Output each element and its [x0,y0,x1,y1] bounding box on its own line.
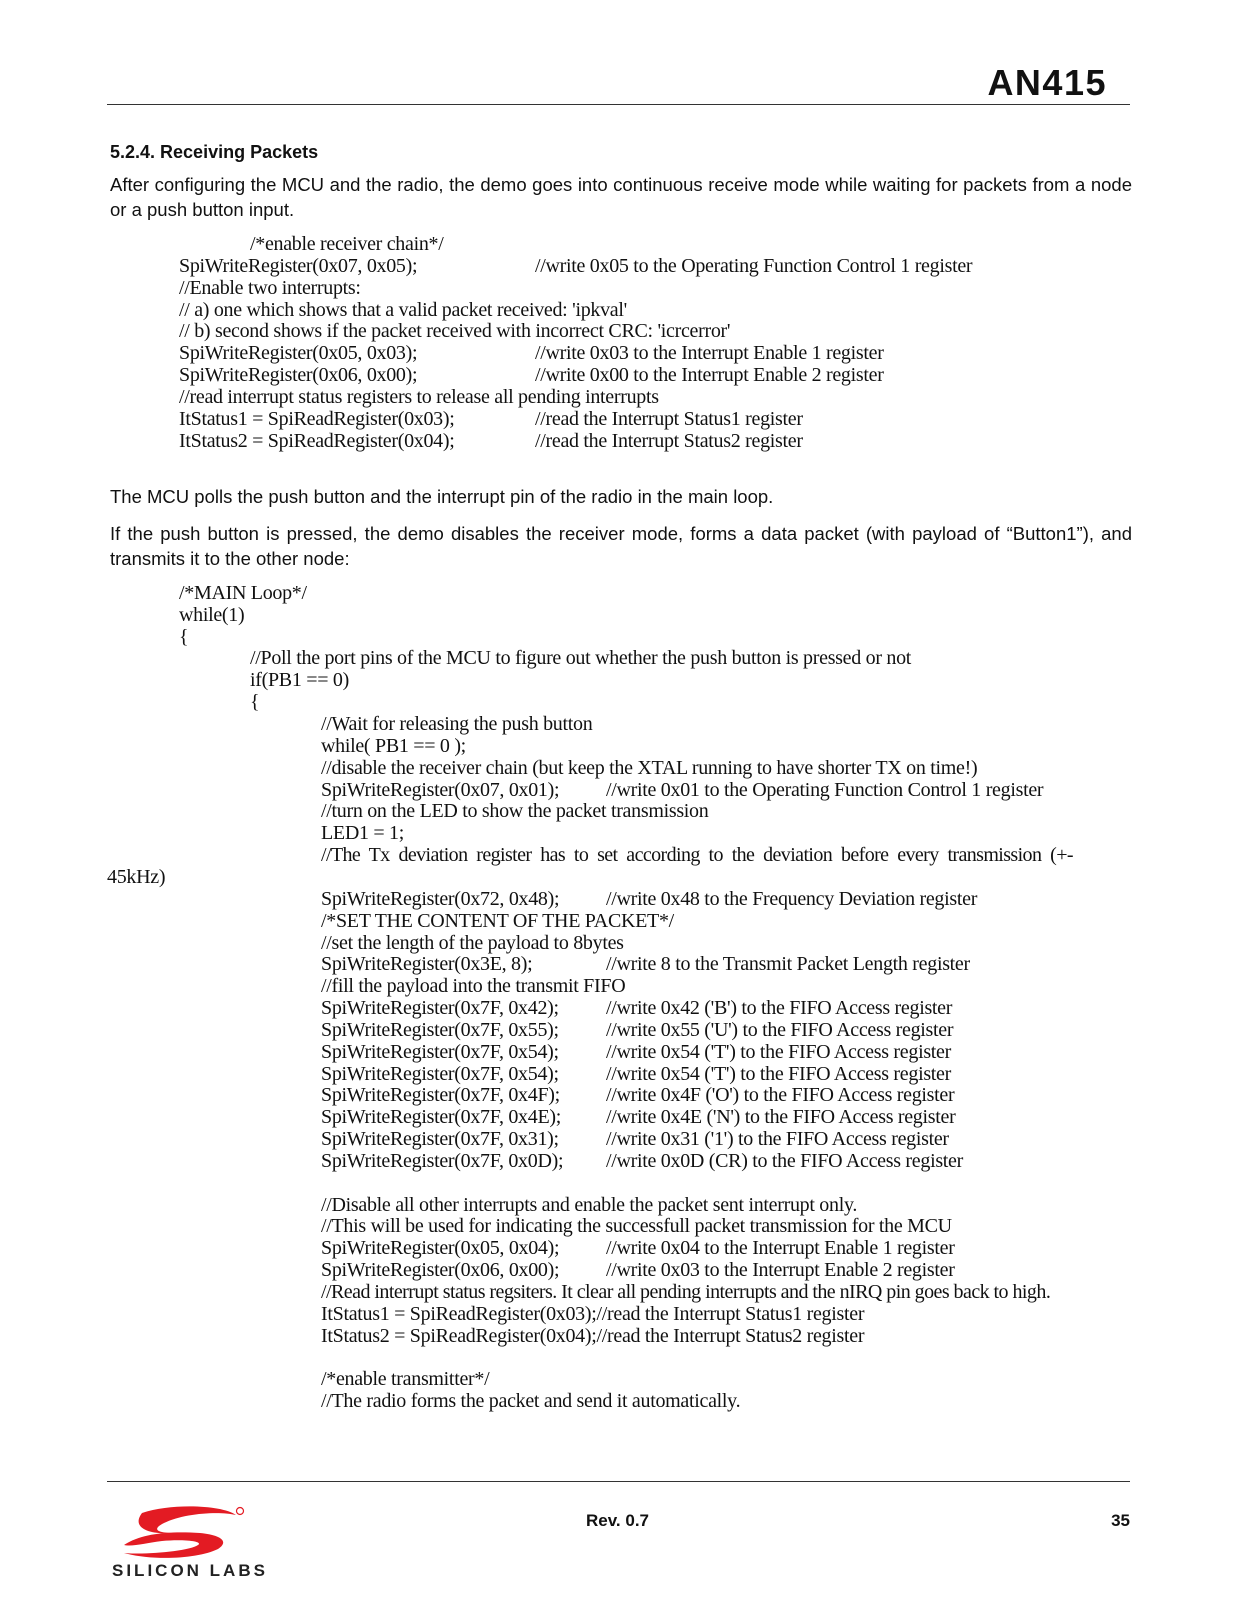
code-line: // b) second shows if the packet received with incorrect CRC: 'icrcerror' [179,320,731,342]
body-paragraph: The MCU polls the push button and the interrupt pin of the radio in the main loop. [110,486,774,507]
code-line: //Wait for releasing the push button [321,713,593,735]
code-line: SpiWriteRegister(0x05, 0x04); [321,1237,560,1259]
body-paragraph: If the push button is pressed, the demo disables the receiver mode, forms a data packet (with payload of “Button1”), and transmits it to the other node: [110,523,1132,569]
code-line: //Disable all other interrupts and enable the packet sent interrupt only. [321,1194,858,1216]
code-comment: //read the Interrupt Status1 register [535,408,803,430]
code-line: while( PB1 == 0 ); [321,735,466,757]
code-comment: //write 0x54 ('T') to the FIFO Access register [606,1063,951,1085]
code-line: { [250,691,260,713]
logo-text: SILICON LABS [112,1561,268,1580]
code-line: ItStatus2 = SpiReadRegister(0x04);//read the Interrupt Status2 register [321,1325,865,1347]
intro-paragraph: After configuring the MCU and the radio, the demo goes into continuous receive mode while waiting for packets from a node or a push button input. [110,174,1132,220]
code-comment: //write 0x03 to the Interrupt Enable 1 register [535,342,884,364]
code-line: //The radio forms the packet and send it automatically. [321,1390,741,1412]
code-comment: //write 8 to the Transmit Packet Length register [606,953,970,975]
code-line: SpiWriteRegister(0x7F, 0x4E); [321,1106,561,1128]
code-line: while(1) [179,604,245,626]
code-line: SpiWriteRegister(0x7F, 0x55); [321,1019,559,1041]
code-line: SpiWriteRegister(0x3E, 8); [321,953,533,975]
code-comment: //write 0x01 to the Operating Function Control 1 register [606,779,1044,801]
code-comment: //write 0x31 ('1') to the FIFO Access register [606,1128,949,1150]
document-title: AN415 [987,62,1107,103]
code-line: // a) one which shows that a valid packet received: 'ipkval' [179,299,627,321]
code-line: LED1 = 1; [321,822,405,844]
code-comment: //write 0x55 ('U') to the FIFO Access register [606,1019,954,1041]
code-comment: //write 0x54 ('T') to the FIFO Access register [606,1041,951,1063]
code-line: /*enable transmitter*/ [321,1368,490,1390]
code-line: /*enable receiver chain*/ [250,233,444,255]
code-comment: //write 0x05 to the Operating Function Control 1 register [535,255,973,277]
code-line: SpiWriteRegister(0x7F, 0x54); [321,1041,559,1063]
code-line: //set the length of the payload to 8bytes [321,932,624,954]
code-line: //Enable two interrupts: [179,277,361,299]
code-line: SpiWriteRegister(0x07, 0x01); [321,779,560,801]
code-line: ItStatus1 = SpiReadRegister(0x03); [179,408,455,430]
code-line: SpiWriteRegister(0x05, 0x03); [179,342,418,364]
silicon-labs-logo-icon [112,1505,252,1561]
code-line: 45kHz) [107,866,166,888]
code-line: //The Tx deviation register has to set according to the deviation before every transmission (+- [321,844,1073,866]
header-divider [107,104,1130,105]
code-comment: //write 0x03 to the Interrupt Enable 2 register [606,1259,955,1281]
code-comment: //write 0x00 to the Interrupt Enable 2 register [535,364,884,386]
code-line: { [179,626,189,648]
code-comment: //write 0x42 ('B') to the FIFO Access register [606,997,953,1019]
code-line: SpiWriteRegister(0x7F, 0x42); [321,997,559,1019]
code-line: SpiWriteRegister(0x07, 0x05); [179,255,418,277]
section-heading: 5.2.4. Receiving Packets [110,142,319,162]
footer-divider [107,1481,1130,1482]
silicon-labs-logo [112,1505,268,1587]
code-comment: //write 0x04 to the Interrupt Enable 1 register [606,1237,955,1259]
code-line: /*SET THE CONTENT OF THE PACKET*/ [321,910,674,932]
code-comment: //write 0x4F ('O') to the FIFO Access register [606,1084,955,1106]
code-line: ItStatus2 = SpiReadRegister(0x04); [179,430,455,452]
code-line: //fill the payload into the transmit FIFO [321,975,626,997]
code-line: SpiWriteRegister(0x7F, 0x54); [321,1063,559,1085]
code-line: ItStatus1 = SpiReadRegister(0x03);//read the Interrupt Status1 register [321,1303,865,1325]
code-line: //Read interrupt status regsiters. It clear all pending interrupts and the nIRQ pin goes back to high. [321,1281,1051,1303]
code-line: SpiWriteRegister(0x06, 0x00); [321,1259,560,1281]
code-comment: //write 0x0D (CR) to the FIFO Access register [606,1150,963,1172]
code-line: //This will be used for indicating the successfull packet transmission for the MCU [321,1215,952,1237]
revision-label: Rev. 0.7 [586,1511,650,1530]
code-line: SpiWriteRegister(0x06, 0x00); [179,364,418,386]
code-line: //disable the receiver chain (but keep the XTAL running to have shorter TX on time!) [321,757,978,779]
code-line: SpiWriteRegister(0x7F, 0x31); [321,1128,559,1150]
code-comment: //write 0x48 to the Frequency Deviation register [606,888,978,910]
code-line: SpiWriteRegister(0x72, 0x48); [321,888,560,910]
code-line: //read interrupt status registers to release all pending interrupts [179,386,659,408]
code-line: //turn on the LED to show the packet transmission [321,800,709,822]
code-line: /*MAIN Loop*/ [179,582,307,604]
code-line: SpiWriteRegister(0x7F, 0x0D); [321,1150,564,1172]
page-number: 35 [1111,1511,1130,1530]
code-line: if(PB1 == 0) [250,669,349,691]
code-comment: //read the Interrupt Status2 register [535,430,803,452]
code-comment: //write 0x4E ('N') to the FIFO Access register [606,1106,956,1128]
code-line: SpiWriteRegister(0x7F, 0x4F); [321,1084,560,1106]
code-line: //Poll the port pins of the MCU to figure out whether the push button is pressed or not [250,647,912,669]
